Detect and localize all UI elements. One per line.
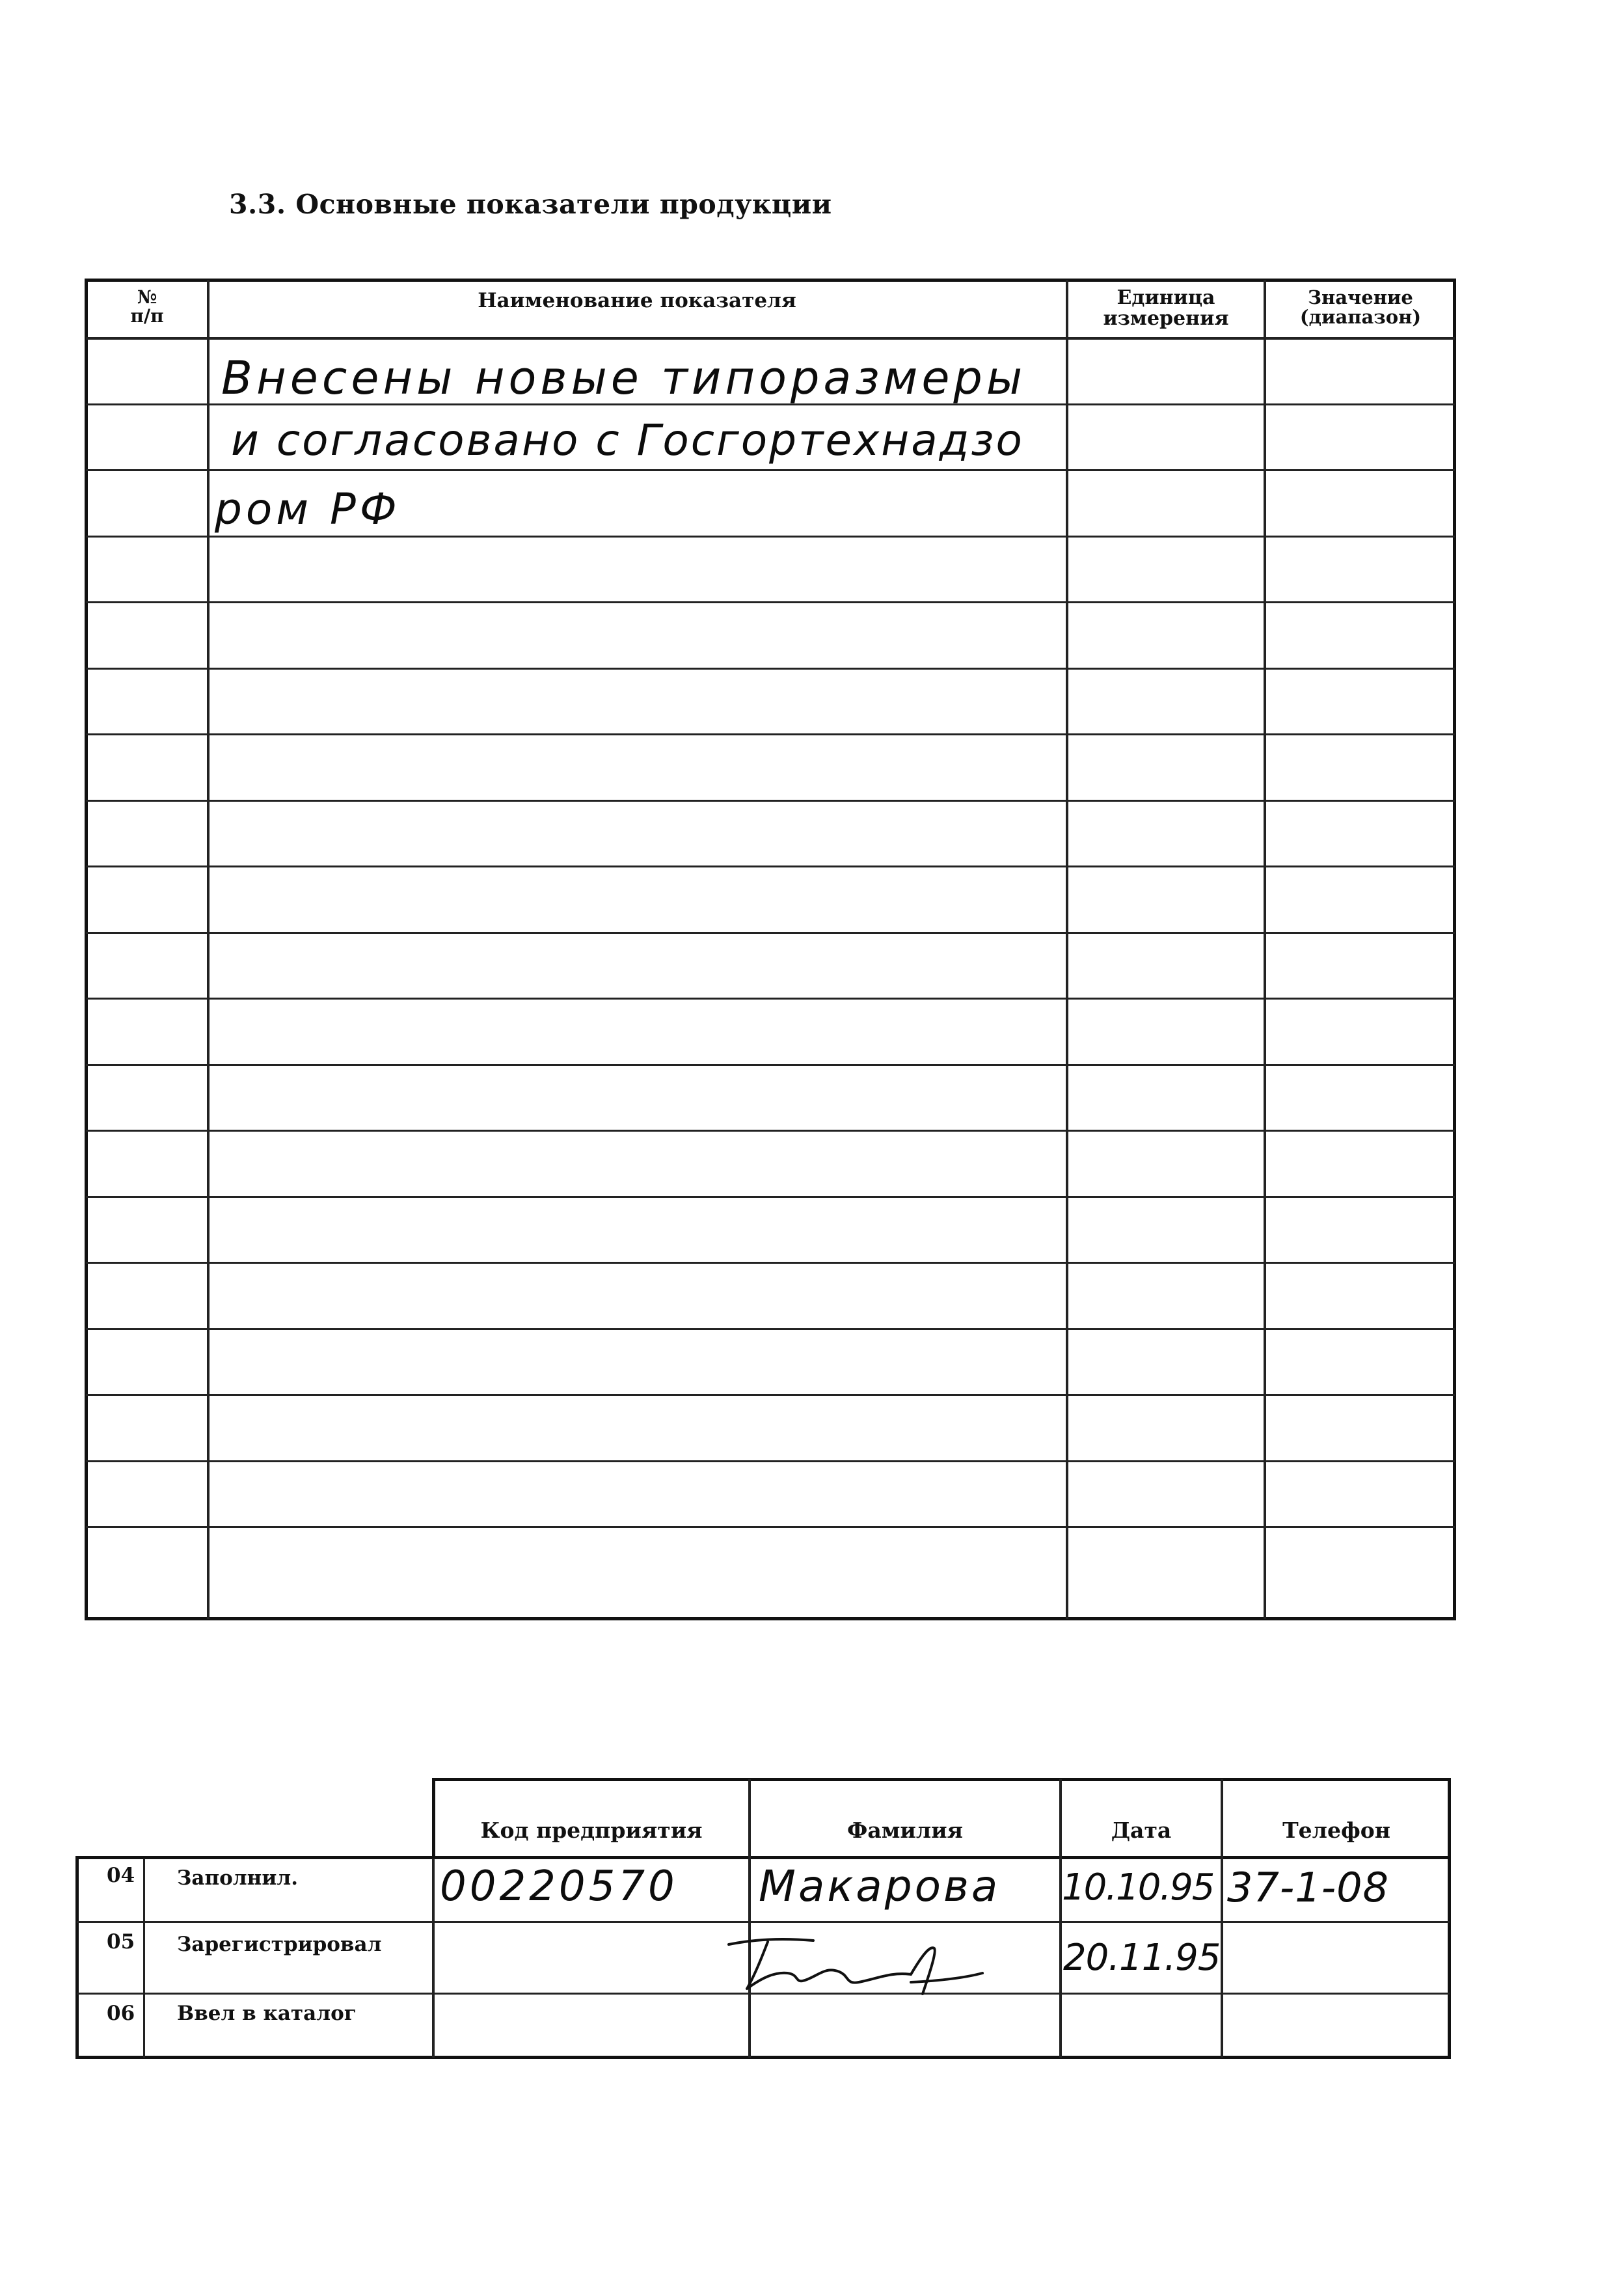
header-unit-line1: Единица [1116, 286, 1215, 309]
date-registered-value: 20.11.95 [1063, 1937, 1221, 1979]
header-indicator-name: Наименование показателя [478, 289, 796, 312]
row-line [86, 536, 1455, 538]
enterprise-code-value: 00220570 [440, 1862, 678, 1911]
header-value [1267, 288, 1454, 327]
phone-value: 37-1-08 [1227, 1864, 1389, 1911]
row-line [86, 1394, 1455, 1396]
row-line [86, 601, 1455, 603]
row-line [86, 932, 1455, 934]
row-label-entered-catalog: Ввел в каталог [177, 2002, 357, 2025]
header-num-symbol: № [137, 286, 157, 308]
handwritten-line-1: Внесены новые типоразмеры [221, 351, 1027, 405]
header-num [91, 288, 203, 326]
footer-col-divider-surname [1059, 1779, 1062, 2058]
header-num-abbrev: п/п [130, 305, 164, 327]
footer-header-enterprise-code: Код предприятия [480, 1818, 703, 1843]
row-line [86, 1064, 1455, 1066]
row-line [86, 1328, 1455, 1330]
row-code-04: 04 [107, 1864, 135, 1887]
footer-col-divider-label [432, 1859, 435, 2058]
row-line [86, 733, 1455, 735]
row-line [86, 337, 1455, 340]
handwritten-line-2: и согласовано с Госгортехнадзо [231, 415, 1024, 465]
section-title: 3.3. Основные показатели продукции [229, 189, 832, 220]
row-line [86, 469, 1455, 471]
row-line [86, 1196, 1455, 1198]
header-unit [1071, 288, 1261, 329]
date-filled-value: 10.10.95 [1062, 1866, 1214, 1909]
row-line [86, 1130, 1455, 1132]
footer-row-separator-1 [77, 1921, 1450, 1923]
row-label-filled-by: Заполнил. [177, 1866, 298, 1890]
header-value-line1: Значение [1308, 286, 1413, 308]
row-line [86, 998, 1455, 1000]
footer-col-divider-code [143, 1859, 145, 2058]
row-line [86, 1526, 1455, 1528]
row-code-06: 06 [107, 2002, 135, 2025]
col-divider-unit [1264, 280, 1266, 1619]
footer-header-phone: Телефон [1282, 1818, 1390, 1843]
header-value-line2: (диапазон) [1299, 306, 1422, 329]
row-line [86, 1262, 1455, 1264]
row-label-registered-by: Зарегистрировал [177, 1933, 382, 1956]
header-unit-line2: измерения [1103, 307, 1229, 330]
handwritten-line-3: ром РФ [215, 484, 401, 534]
footer-col-divider-date [1221, 1779, 1223, 2058]
signature-image [716, 1926, 989, 1998]
col-divider-name [1066, 280, 1068, 1619]
main-table-frame [85, 279, 1456, 1620]
footer-col-divider-enterprise [748, 1779, 751, 2058]
col-divider-num [207, 280, 210, 1619]
row-line [86, 800, 1455, 802]
footer-header-surname: Фамилия [847, 1818, 963, 1843]
row-line [86, 668, 1455, 670]
row-code-05: 05 [107, 1930, 135, 1954]
footer-header-date: Дата [1111, 1818, 1172, 1843]
row-line [86, 1460, 1455, 1462]
surname-value: Макарова [759, 1861, 1001, 1911]
row-line [86, 866, 1455, 867]
